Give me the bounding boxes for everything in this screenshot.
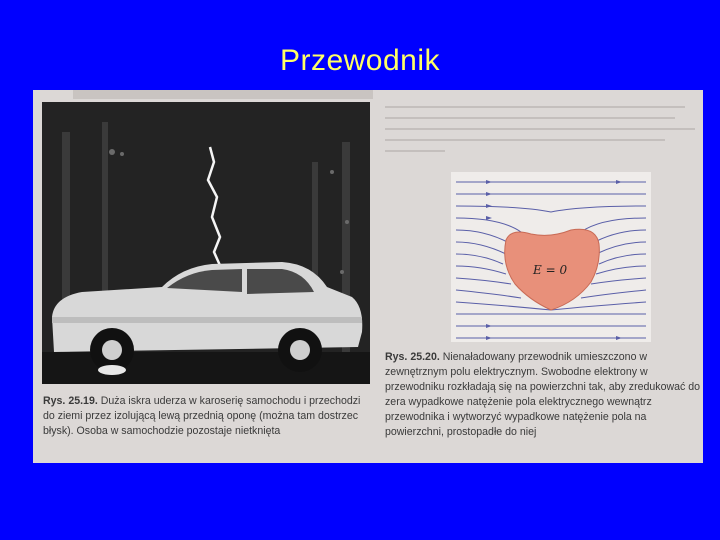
textbook-scan (33, 90, 703, 463)
car-lightning-photo (42, 102, 370, 384)
field-label: E = 0 (533, 263, 568, 277)
figure-right-number: Rys. 25.20. (385, 351, 440, 363)
figure-left-number: Rys. 25.19. (43, 395, 98, 407)
faded-text-lines (385, 106, 701, 161)
figure-right-text: Nienaładowany przewodnik umieszczono w zewnętrznym polu elektrycznym. Swobodne elektrony w przewodniku rozkładają się na powierzchni tak, aby zredukować do zera wypadkowe natężenie pola elektrycznego wewnątrz przewodnika i wytworzyć wypadkowe natężenie pola na powierzchni, prostopadłe do niej (385, 351, 701, 438)
figure-right-caption (385, 350, 701, 440)
figure-left-text: Duża iskra uderza w karoserię samochodu i przechodzi do ziemi przez izolującą lewą przednią oponę (można tam dostrzec błysk). Osoba w samochodzie pozostaje nietknięta (43, 395, 361, 437)
scan-top-strip (73, 90, 373, 99)
conductor-field-diagram (451, 172, 651, 342)
slide-title: Przewodnik (279, 44, 441, 77)
figure-left-caption (43, 394, 371, 439)
